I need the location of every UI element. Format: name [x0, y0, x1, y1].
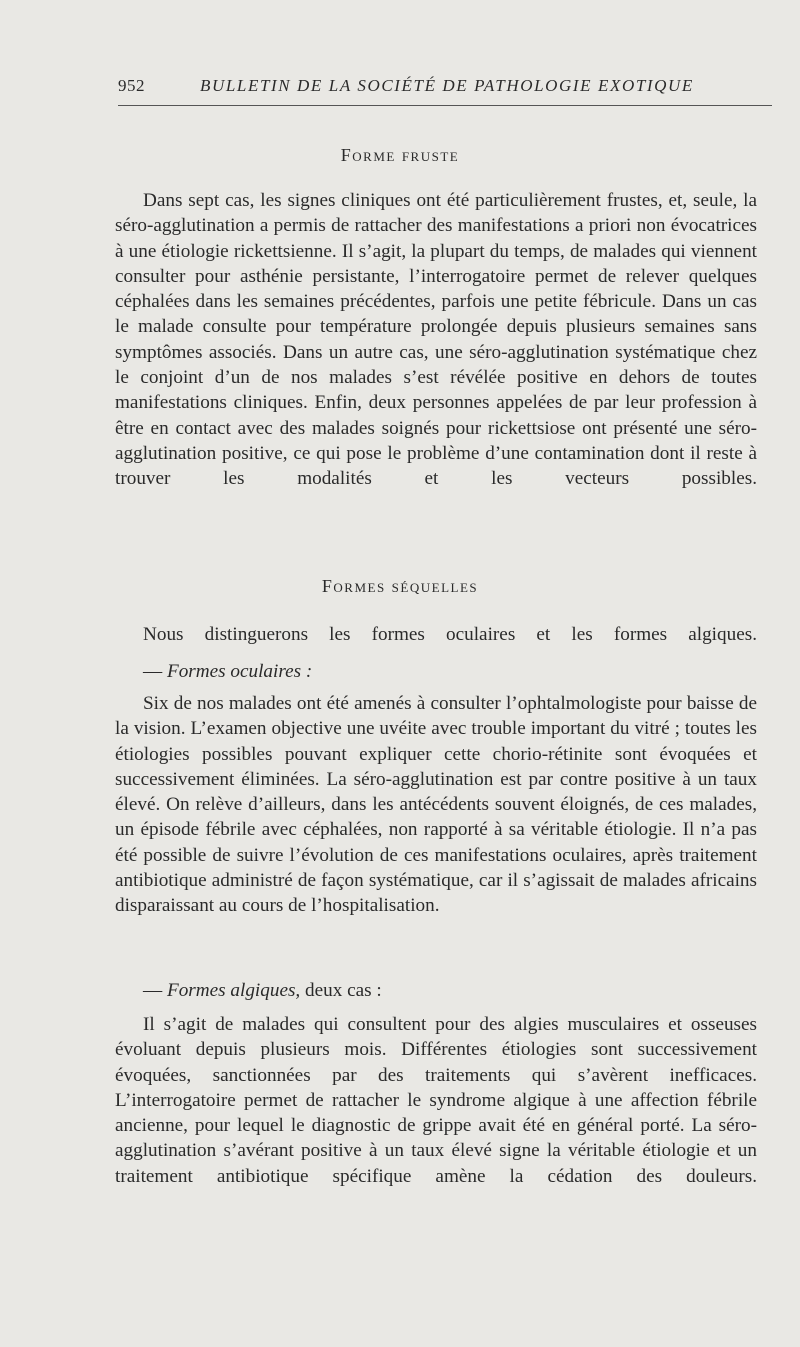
paragraph-formes-algiques: Il s’agit de malades qui consultent pour des algies musculaires et osseuses évoluant depuis plusieurs mois. Différentes étiologies sont successivement évoquées, sanctionnées par des traitements qui s’avèrent inefficaces. L’interrogatoire permet de rattacher le syndrome algique à une affection fébrile ancienne, pour lequel le diagnostic de grippe avait été en général porté. La séro-agglutination s’avérant positive à un taux élevé signe la véritable étiologie et un traitement antibiotique spécifique amène la cédation des douleurs. [115, 1014, 757, 1187]
paragraph-forme-fruste: Dans sept cas, les signes cliniques ont été particulièrement frustes, et, seule, la séro-agglutination a permis de rattacher des manifestations a priori non évocatrices à une étiologie rickettsienne. Il s’agit, la plupart du temps, de malades qui viennent consulter pour asthénie persistante, l’interrogatoire permet de relever quelques céphalées dans les semaines précédentes, parfois une petite fébricule. Dans un cas le malade consulte pour température prolongée depuis plusieurs semaines sans symptômes associés. Dans un autre cas, une séro-agglutination systématique chez le conjoint d’un de nos malades s’est révélée positive en dehors de toutes manifestations cliniques. Enfin, deux personnes appelées de par leur profession à être en contact avec des malades soignés pour rickettsiose ont présenté une séro-agglutination positive, ce qui pose le problème d’une contamination dont il reste à trouver les modalités et les vecteurs possibles. [115, 190, 757, 490]
subheading-formes-algiques [143, 980, 382, 1002]
paragraph-formes-oculaires: Six de nos malades ont été amenés à consulter l’ophtalmologiste pour baisse de la vision. L’examen objective une uvéite avec trouble important du vitré ; toutes les étiologies possibles pouvant expliquer cette chorio-rétinite sont évoquées et successivement éliminées. La séro-agglutination est par contre positive à un taux élevé. On relève d’ailleurs, dans les antécédents souvent éloignés, de ces malades, un épisode fébrile avec céphalées, non rapporté à sa véritable étiologie. Il n’a pas été possible de suivre l’évolution de ces manifestations oculaires, après traitement antibiotique administré de façon systématique, car il s’agissait de malades africains disparaissant au cours de l’hospitalisation. [115, 693, 757, 917]
subheading-dash: — [143, 661, 167, 682]
section-heading-forme-fruste: Forme fruste [340, 145, 460, 165]
subheading-title: Formes oculaires : [166, 661, 313, 682]
page-number: 952 [118, 76, 145, 95]
journal-title: BULLETIN DE LA SOCIÉTÉ DE PATHOLOGIE EXOTIQUE [200, 76, 694, 95]
header-rule [118, 105, 772, 106]
paragraph-sequelles-intro: Nous distinguerons les formes oculaires et les formes algiques. [143, 624, 757, 645]
subheading-formes-oculaires [143, 661, 312, 683]
section-heading-formes-sequelles: Formes séquelles [321, 576, 479, 596]
subheading-title: Formes algiques, [166, 980, 301, 1001]
subheading-suffix: deux cas : [300, 980, 382, 1001]
subheading-dash: — [143, 980, 167, 1001]
running-head [118, 76, 772, 100]
